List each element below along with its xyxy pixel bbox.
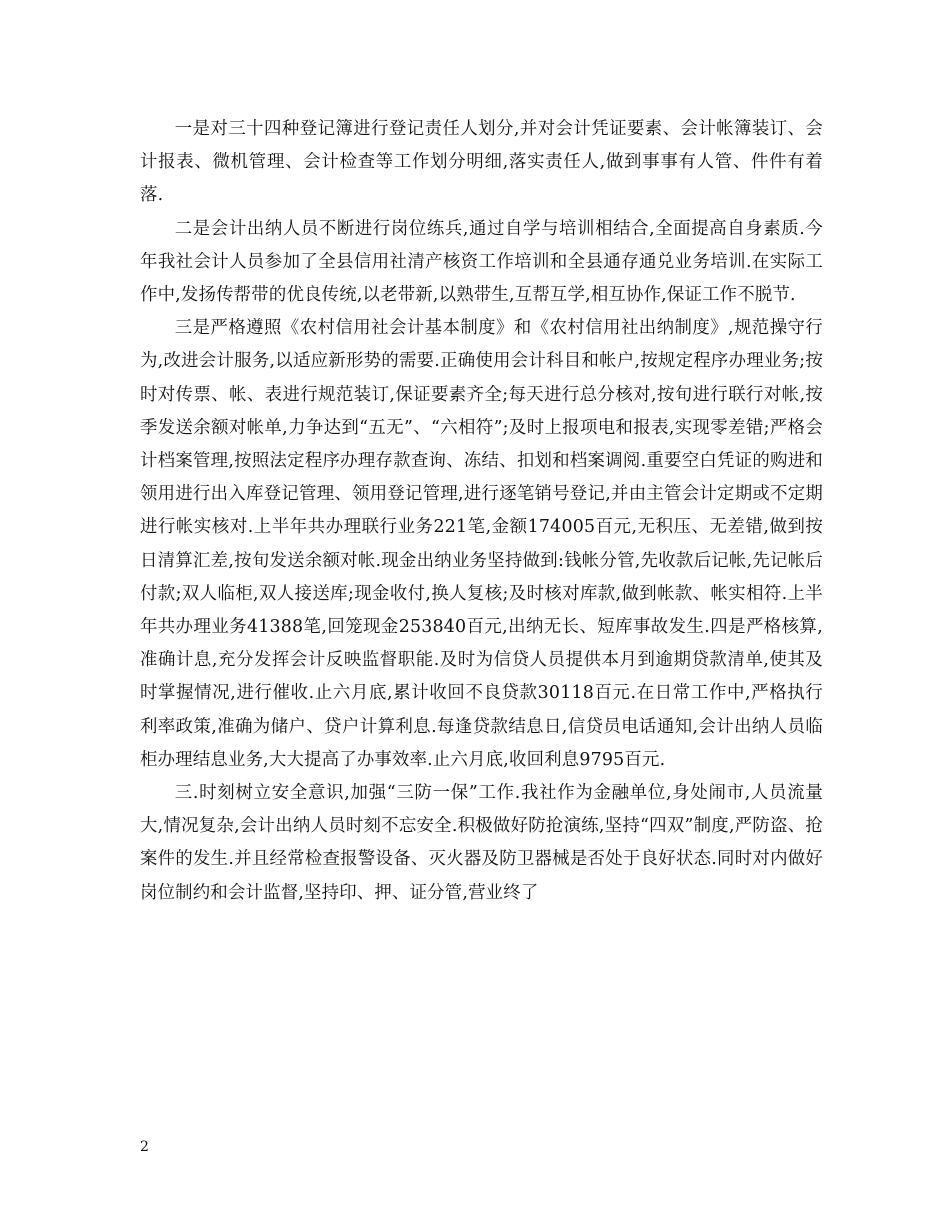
paragraph-3: 三是严格遵照《农村信用社会计基本制度》和《农村信用社出纳制度》,规范操守行为,改进会计服务,以适应新形势的需要.正确使用会计科目和帐户,按规定程序办理业务;按时对传票、帐、表进行规范装订,保证要素齐全;每天进行总分核对,按旬进行联行对帐,按季发送余额对帐单,力争达到“五无”、“六相符”;及时上报项电和报表,实现零差错;严格会计档案管理,按照法定程序办理存款查询、冻结、扣划和档案调阅.重要空白凭证的购进和领用进行出入库登记管理、领用登记管理,进行逐笔销号登记,并由主管会计定期或不定期进行帐实核对.上半年共办理联行业务221笔,金额174005百元,无积压、无差错,做到按日清算汇差,按旬发送余额对帐.现金出纳业务坚持做到:钱帐分管,先收款后记帐,先记帐后付款;双人临柜,双人接送库;现金收付,换人复核;及时核对库款,做到帐款、帐实相符.上半年共办理业务41388笔,回笼现金253840百元,出纳无长、短库事故发生.四是严格核算,准确计息,充分发挥会计反映监督职能.及时为信贷人员提供本月到逾期贷款清单,使其及时掌握情况,进行催收.止六月底,累计收回不良贷款30118百元.在日常工作中,严格执行利率政策,准确为储户、贷户计算利息.每逢贷款结息日,信贷员电话通知,会计出纳人员临柜办理结息业务,大大提高了办事效率.止六月底,收回利息9795百元. bbox=[140, 318, 823, 770]
page-number: 2 bbox=[140, 1139, 149, 1155]
paragraph-4: 三.时刻树立安全意识,加强“三防一保”工作.我社作为金融单位,身处闹市,人员流量大,情况复杂,会计出纳人员时刻不忘安全.积极做好防抢演练,坚持“四双”制度,严防盗、抢案件的发生.并且经常检查报警设备、灭火器及防卫器械是否处于良好状态.同时对内做好岗位制约和会计监督,坚持印、押、证分管,营业终了 bbox=[140, 783, 823, 903]
paragraph-1: 一是对三十四种登记簿进行登记责任人划分,并对会计凭证要素、会计帐簿装订、会计报表、微机管理、会计检查等工作划分明细,落实责任人,做到事事有人管、件件有着落. bbox=[140, 119, 823, 206]
paragraph-2: 二是会计出纳人员不断进行岗位练兵,通过自学与培训相结合,全面提高自身素质.今年我社会计人员参加了全县信用社清产核资工作培训和全县通存通兑业务培训.在实际工作中,发扬传帮带的优良传统,以老带新,以熟带生,互帮互学,相互协作,保证工作不脱节. bbox=[140, 218, 823, 306]
document-body bbox=[140, 113, 823, 910]
